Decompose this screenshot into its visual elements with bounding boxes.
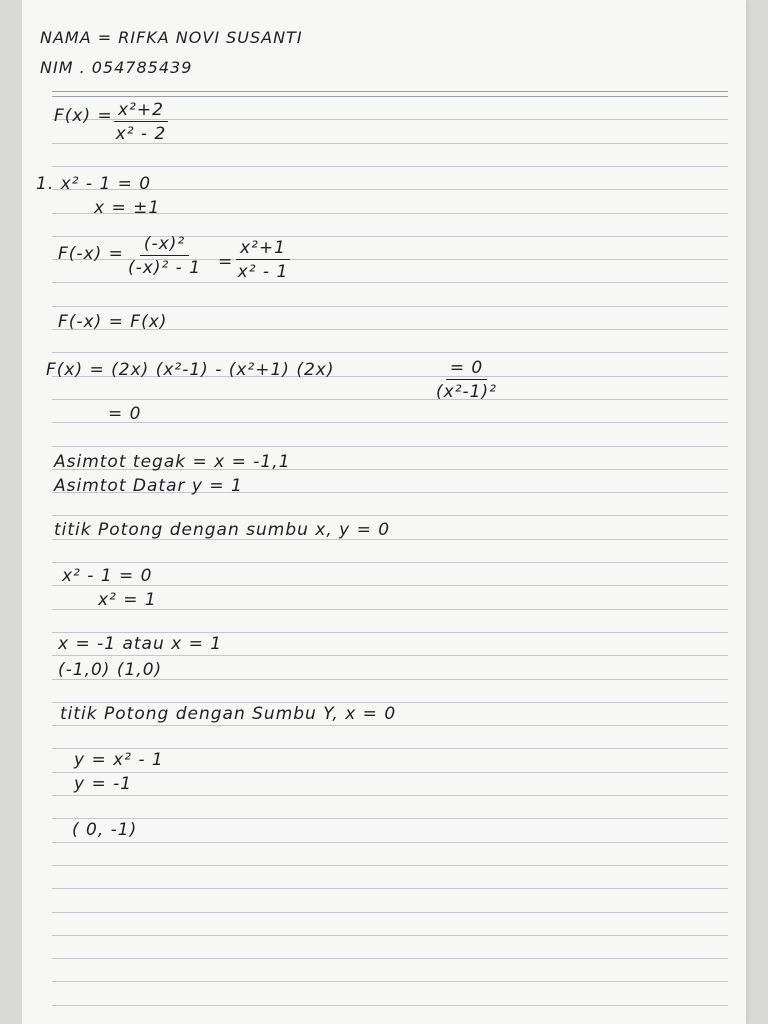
horizontal-asymptote: Asimtot Datar y = 1: [54, 476, 243, 496]
ruled-line: [52, 562, 728, 563]
f-neg-x-equals: =: [218, 252, 234, 272]
ruled-line: [52, 585, 728, 586]
ruled-line: [52, 632, 728, 633]
derivative-numerator: = 0: [446, 358, 487, 380]
f-neg-x-simplified-fraction: [236, 238, 290, 282]
ruled-line: [52, 399, 728, 400]
function-definition-lhs: F(x) =: [54, 106, 113, 126]
top-ruled-line: [52, 91, 728, 92]
step-one: 1. x² - 1 = 0: [36, 174, 152, 194]
function-definition-numerator: x²+2: [114, 100, 168, 122]
ruled-line: [52, 352, 728, 353]
f-neg-x-denominator: (-x)² - 1: [128, 258, 202, 278]
ruled-line: [52, 655, 728, 656]
ruled-line: [52, 446, 728, 447]
y-intercept-value: y = -1: [74, 774, 133, 794]
ruled-line: [52, 422, 728, 423]
ruled-line: [52, 306, 728, 307]
ruled-line: [52, 935, 728, 936]
ruled-line: [52, 981, 728, 982]
y-intercept-equation: y = x² - 1: [74, 750, 164, 770]
notebook-page: [22, 0, 746, 1024]
ruled-line: [52, 1005, 728, 1006]
ruled-line: [52, 795, 728, 796]
student-nim: NIM . 054785439: [40, 58, 193, 77]
student-name: NAMA = RIFKA NOVI SUSANTI: [40, 28, 303, 47]
derivative-zero: = 0: [108, 404, 142, 424]
f-neg-x-simplified-denominator: x² - 1: [237, 262, 289, 282]
f-neg-x-numerator: (-x)²: [140, 234, 189, 256]
x-intercept-equation: x² - 1 = 0: [62, 566, 153, 586]
ruled-line: [52, 842, 728, 843]
ruled-line: [52, 282, 728, 283]
x-intercept-equation-2: x² = 1: [98, 590, 157, 610]
ruled-line: [52, 888, 728, 889]
ruled-line: [52, 748, 728, 749]
y-intercept-title: titik Potong dengan Sumbu Y, x = 0: [60, 704, 397, 724]
ruled-line: [52, 702, 728, 703]
f-neg-x-simplified-numerator: x²+1: [236, 238, 290, 260]
ruled-line: [52, 96, 728, 97]
step-one-solution: x = ±1: [94, 198, 161, 218]
vertical-asymptote: Asimtot tegak = x = -1,1: [54, 452, 291, 472]
ruled-line: [52, 772, 728, 773]
x-intercept-title: titik Potong dengan sumbu x, y = 0: [54, 520, 391, 540]
function-definition-fraction: [114, 100, 168, 144]
x-intercept-points: (-1,0) (1,0): [58, 660, 163, 680]
ruled-line: [52, 189, 728, 190]
ruled-line: [52, 818, 728, 819]
derivative-denominator: (x²-1)²: [436, 382, 497, 402]
ruled-line: [52, 912, 728, 913]
derivative-fraction: [436, 358, 497, 402]
derivative-expression: F(x) = (2x) (x²-1) - (x²+1) (2x): [46, 360, 335, 380]
ruled-line: [52, 515, 728, 516]
function-definition-denominator: x² - 2: [115, 124, 167, 144]
ruled-line: [52, 958, 728, 959]
x-intercept-solutions: x = -1 atau x = 1: [58, 634, 223, 654]
ruled-line: [52, 725, 728, 726]
f-neg-x-fraction: [128, 234, 201, 278]
ruled-line: [52, 166, 728, 167]
symmetry-result: F(-x) = F(x): [58, 312, 168, 332]
y-intercept-point: ( 0, -1): [72, 820, 138, 840]
f-neg-x-lhs: F(-x) =: [58, 244, 124, 264]
ruled-line: [52, 865, 728, 866]
